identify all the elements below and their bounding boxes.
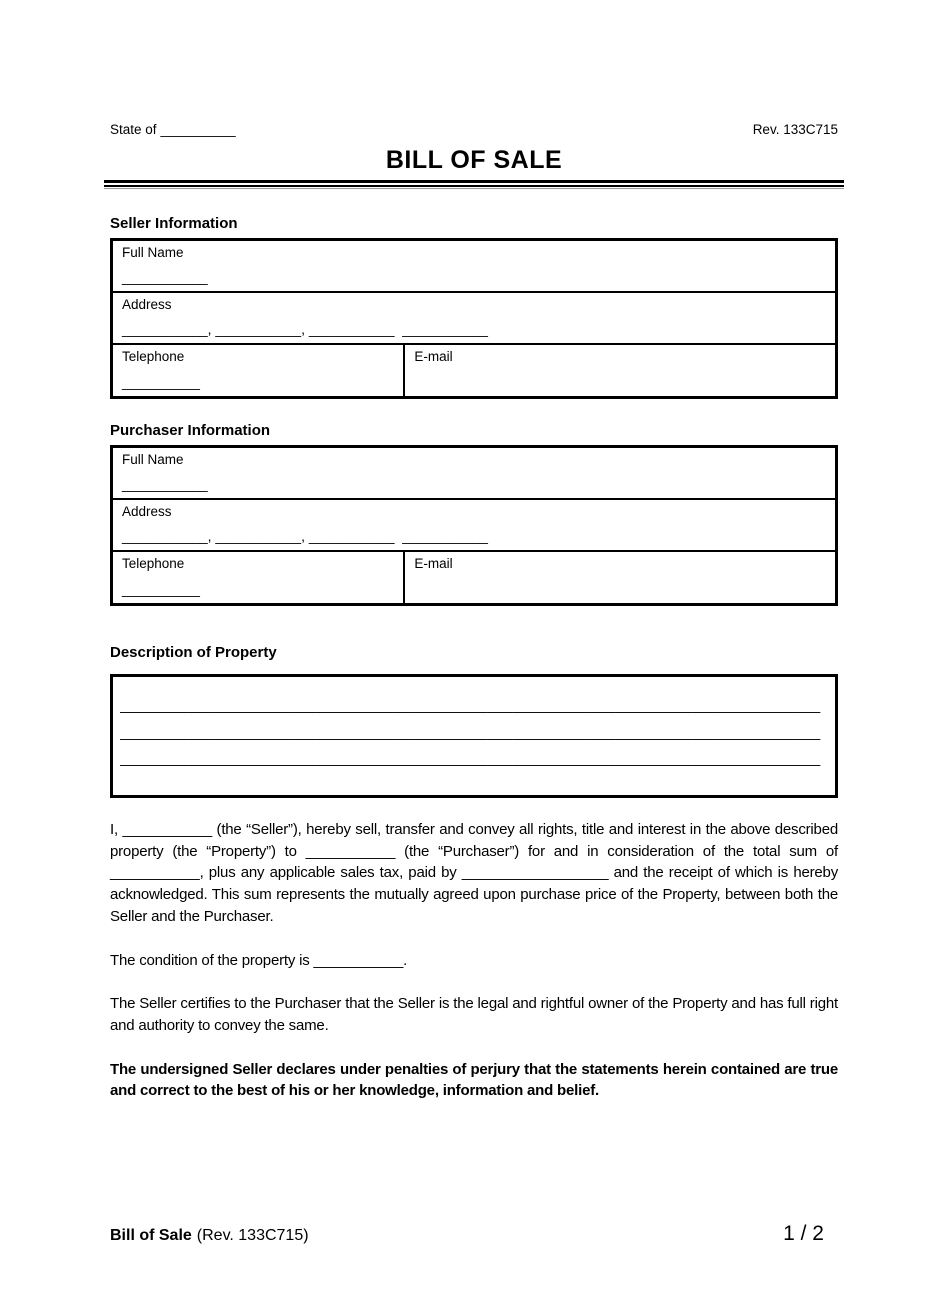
revision-label: Rev. 133C715 xyxy=(752,122,838,137)
seller-full-name-blank[interactable]: ___________ xyxy=(122,269,208,285)
purchaser-address-label: Address xyxy=(122,504,172,519)
purchaser-email-label: E-mail xyxy=(414,556,453,571)
purchaser-full-name-blank[interactable]: ___________ xyxy=(122,476,208,492)
purchaser-address-row xyxy=(113,498,835,550)
property-description-blank-3[interactable]: __________________________________________________________________________________ xyxy=(120,750,821,767)
purchaser-section-heading: Purchaser Information xyxy=(110,422,271,439)
declaration-paragraph: The undersigned Seller declares under penalties of perjury that the statements herein contained are true and correct to the best of his or her knowledge, information and belief. xyxy=(110,1060,838,1100)
seller-telephone-blank[interactable]: __________ xyxy=(122,374,200,390)
seller-address-cell xyxy=(113,293,835,343)
seller-contact-row xyxy=(113,343,835,396)
seller-email-label: E-mail xyxy=(414,349,453,364)
certification-paragraph: The Seller certifies to the Purchaser that the Seller is the legal and rightful owner of the Property and has full right and authority to convey the same. xyxy=(110,995,838,1034)
state-of-blank[interactable]: __________ xyxy=(160,122,236,137)
page-meta-row xyxy=(110,0,838,138)
seller-full-name-row xyxy=(113,241,835,291)
purchaser-email-cell xyxy=(405,552,835,603)
property-description-blank-1[interactable]: __________________________________________________________________________________ xyxy=(120,697,821,714)
purchaser-info-table xyxy=(110,445,838,606)
purchaser-telephone-blank[interactable]: __________ xyxy=(122,581,200,597)
seller-address-label: Address xyxy=(122,297,172,312)
seller-telephone-cell xyxy=(113,345,405,396)
seller-address-row xyxy=(113,291,835,343)
seller-telephone-label: Telephone xyxy=(122,349,185,364)
purchaser-address-cell xyxy=(113,500,835,550)
property-section-heading: Description of Property xyxy=(110,644,277,661)
seller-address-blank[interactable]: ___________, ___________, ___________ ___________ xyxy=(122,321,488,337)
page-title: BILL OF SALE xyxy=(385,146,563,174)
condition-paragraph: The condition of the property is ___________. xyxy=(110,951,408,969)
purchaser-telephone-label: Telephone xyxy=(122,556,185,571)
page-number: 1 / 2 xyxy=(783,1222,824,1245)
footer-document-label xyxy=(110,1226,309,1246)
seller-full-name-label: Full Name xyxy=(122,245,184,260)
footer-doc-title: Bill of Sale xyxy=(110,1227,192,1244)
seller-section-heading: Seller Information xyxy=(110,215,238,232)
transfer-paragraph: I, ___________ (the “Seller”), hereby sell, transfer and convey all rights, title and interest in the above described property (the “Property”) to ___________ (the “Purchaser”) for and in consideration of the total sum of ___________, plus any applicable sales tax, paid by __________________ and the receipt of which is hereby acknowledged. This sum represents the mutually agreed upon purchase price of the Property, between both the Seller and the Purchaser. xyxy=(110,821,838,925)
purchaser-full-name-cell xyxy=(113,448,835,498)
purchaser-full-name-row xyxy=(113,448,835,498)
seller-full-name-cell xyxy=(113,241,835,291)
state-of-line xyxy=(110,121,236,138)
property-description-blank-2[interactable]: __________________________________________________________________________________ xyxy=(120,723,821,741)
seller-info-table xyxy=(110,238,838,399)
purchaser-full-name-label: Full Name xyxy=(122,452,184,467)
title-divider xyxy=(104,180,844,189)
footer-revision: (Rev. 133C715) xyxy=(196,1227,309,1244)
state-of-label: State of xyxy=(110,122,157,137)
purchaser-contact-row xyxy=(113,550,835,603)
page-footer xyxy=(110,1222,838,1246)
purchaser-telephone-cell xyxy=(113,552,405,603)
property-description-box xyxy=(110,674,838,798)
purchaser-address-blank[interactable]: ___________, ___________, ___________ ___________ xyxy=(122,528,488,544)
seller-email-cell xyxy=(405,345,835,396)
